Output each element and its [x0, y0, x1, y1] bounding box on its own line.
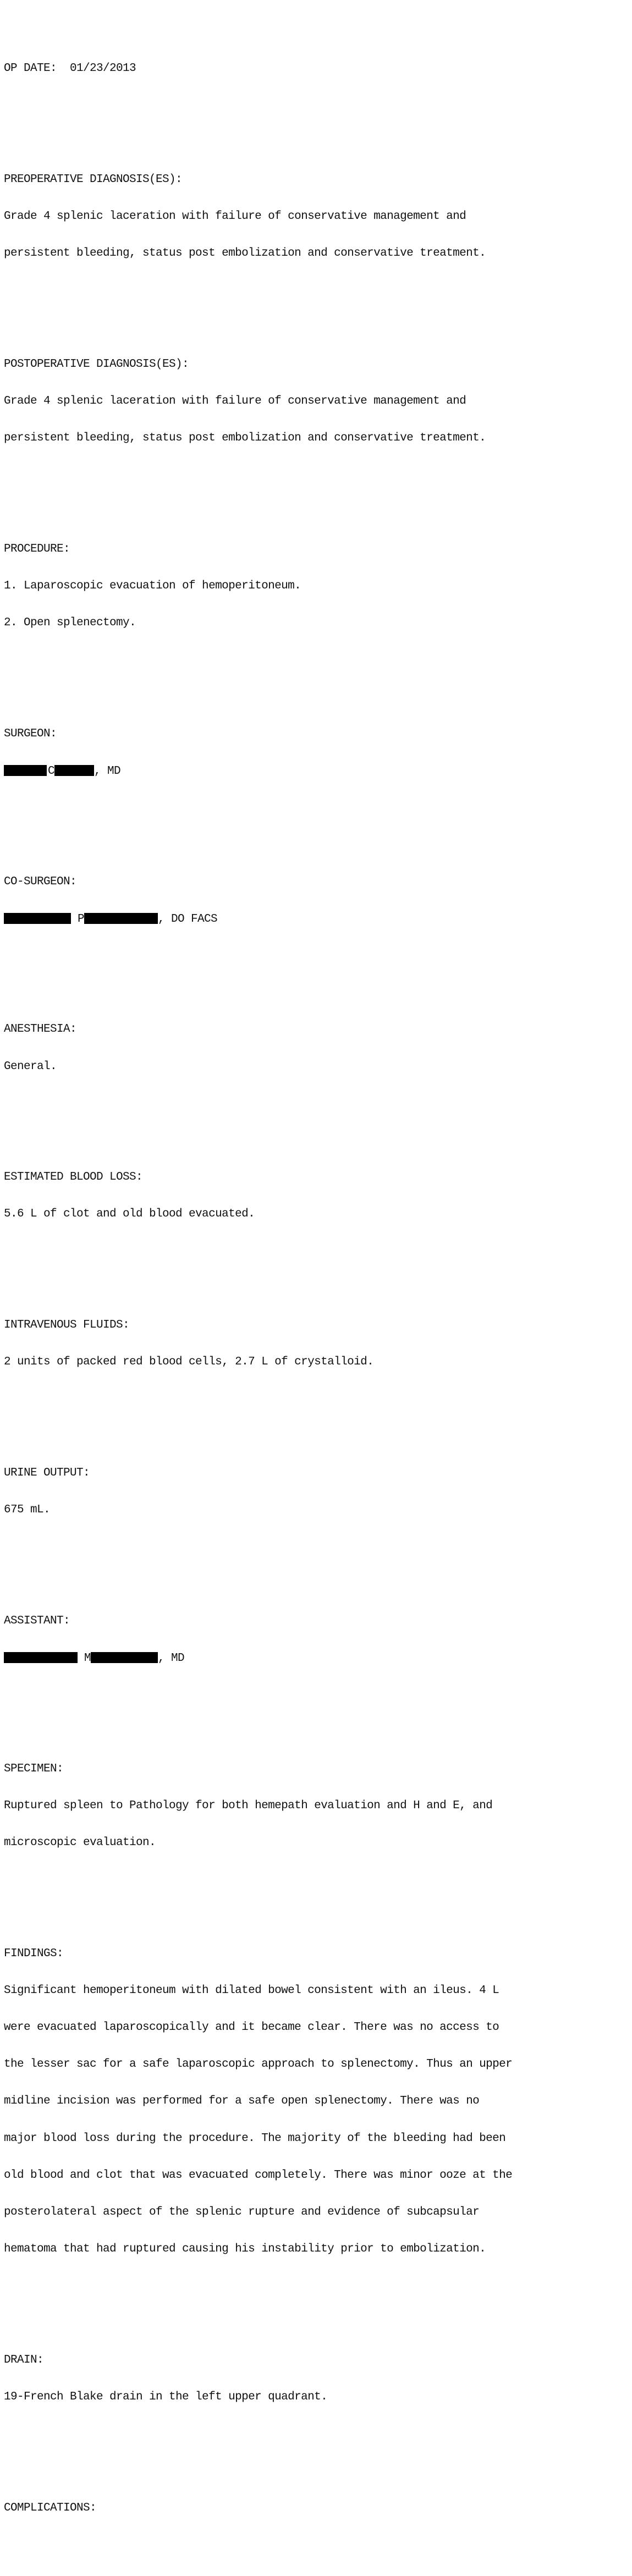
op-date: OP DATE: 01/23/2013 [4, 62, 136, 75]
urine-output-section [4, 1443, 631, 1541]
ebl-heading: ESTIMATED BLOOD LOSS: [4, 1171, 143, 1184]
preop-diagnosis-line: Grade 4 splenic laceration with failure of conservative management and [4, 210, 466, 223]
redaction-bar [54, 765, 94, 776]
assistant-section [4, 1590, 631, 1689]
findings-line: old blood and clot that was evacuated completely. There was minor ooze at the [4, 2168, 513, 2182]
co-surgeon-initial: P [77, 912, 84, 926]
redaction-bar [91, 1652, 158, 1663]
operative-report [4, 1, 631, 2576]
op-date-section [4, 38, 631, 100]
drain-heading: DRAIN: [4, 2353, 44, 2366]
preop-diagnosis-heading: PREOPERATIVE DIAGNOSIS(ES): [4, 173, 183, 186]
drain-value: 19-French Blake drain in the left upper quadrant. [4, 2391, 328, 2404]
findings-line: midline incision was performed for a safe open splenectomy. There was no [4, 2095, 480, 2108]
surgeon-initial: C [47, 764, 54, 778]
postop-diagnosis-section [4, 334, 631, 469]
surgeon-section [4, 703, 631, 802]
co-surgeon-suffix: , DO FACS [158, 912, 218, 926]
anesthesia-heading: ANESTHESIA: [4, 1023, 77, 1036]
assistant-initial: M [84, 1652, 91, 1665]
iv-fluids-section [4, 1295, 631, 1393]
assistant-name-line [4, 1652, 631, 1664]
co-surgeon-name-line [4, 913, 631, 925]
procedure-item: 2. Open splenectomy. [4, 617, 136, 630]
anesthesia-section [4, 999, 631, 1098]
surgeon-suffix: , MD [94, 764, 121, 778]
findings-line: major blood loss during the procedure. The majority of the bleeding had been [4, 2132, 506, 2145]
preop-diagnosis-line: persistent bleeding, status post embolization and conservative treatment. [4, 247, 486, 260]
redaction-bar [4, 1652, 78, 1663]
postop-diagnosis-heading: POSTOPERATIVE DIAGNOSIS(ES): [4, 357, 189, 371]
findings-line: hematoma that had ruptured causing his instability prior to embolization. [4, 2243, 486, 2256]
assistant-suffix: , MD [158, 1652, 185, 1665]
findings-section [4, 1923, 631, 2281]
ebl-section [4, 1147, 631, 1245]
findings-line: posterolateral aspect of the splenic rupture and evidence of subcapsular [4, 2206, 480, 2219]
anesthesia-value: General. [4, 1060, 57, 1073]
specimen-line: Ruptured spleen to Pathology for both hemepath evaluation and H and E, and [4, 1799, 493, 1812]
urine-output-value: 675 mL. [4, 1504, 51, 1517]
iv-fluids-value: 2 units of packed red blood cells, 2.7 L of crystalloid. [4, 1356, 374, 1369]
specimen-line: microscopic evaluation. [4, 1836, 156, 1849]
surgeon-name-line [4, 765, 631, 777]
findings-line: were evacuated laparoscopically and it became clear. There was no access to [4, 2021, 499, 2034]
procedure-section [4, 519, 631, 654]
assistant-heading: ASSISTANT: [4, 1614, 70, 1627]
redaction-bar [4, 765, 47, 776]
iv-fluids-heading: INTRAVENOUS FLUIDS: [4, 1319, 130, 1332]
findings-line: Significant hemoperitoneum with dilated bowel consistent with an ileus. 4 L [4, 1984, 499, 1997]
urine-output-heading: URINE OUTPUT: [4, 1466, 90, 1479]
preop-diagnosis-section [4, 149, 631, 284]
co-surgeon-section [4, 851, 631, 950]
specimen-heading: SPECIMEN: [4, 1762, 64, 1775]
procedure-item: 1. Laparoscopic evacuation of hemoperitoneum. [4, 579, 301, 592]
complications-section [4, 2478, 631, 2539]
postop-diagnosis-line: persistent bleeding, status post embolization and conservative treatment. [4, 432, 486, 445]
findings-heading: FINDINGS: [4, 1947, 64, 1960]
drain-section [4, 2330, 631, 2428]
postop-diagnosis-line: Grade 4 splenic laceration with failure of conservative management and [4, 394, 466, 408]
redaction-bar [4, 913, 71, 924]
procedure-heading: PROCEDURE: [4, 542, 70, 555]
specimen-section [4, 1738, 631, 1874]
ebl-value: 5.6 L of clot and old blood evacuated. [4, 1208, 255, 1221]
co-surgeon-heading: CO-SURGEON: [4, 875, 77, 888]
surgeon-heading: SURGEON: [4, 727, 57, 740]
complications-heading: COMPLICATIONS: [4, 2501, 97, 2514]
redaction-bar [84, 913, 158, 924]
findings-line: the lesser sac for a safe laparoscopic approach to splenectomy. Thus an upper [4, 2058, 513, 2071]
